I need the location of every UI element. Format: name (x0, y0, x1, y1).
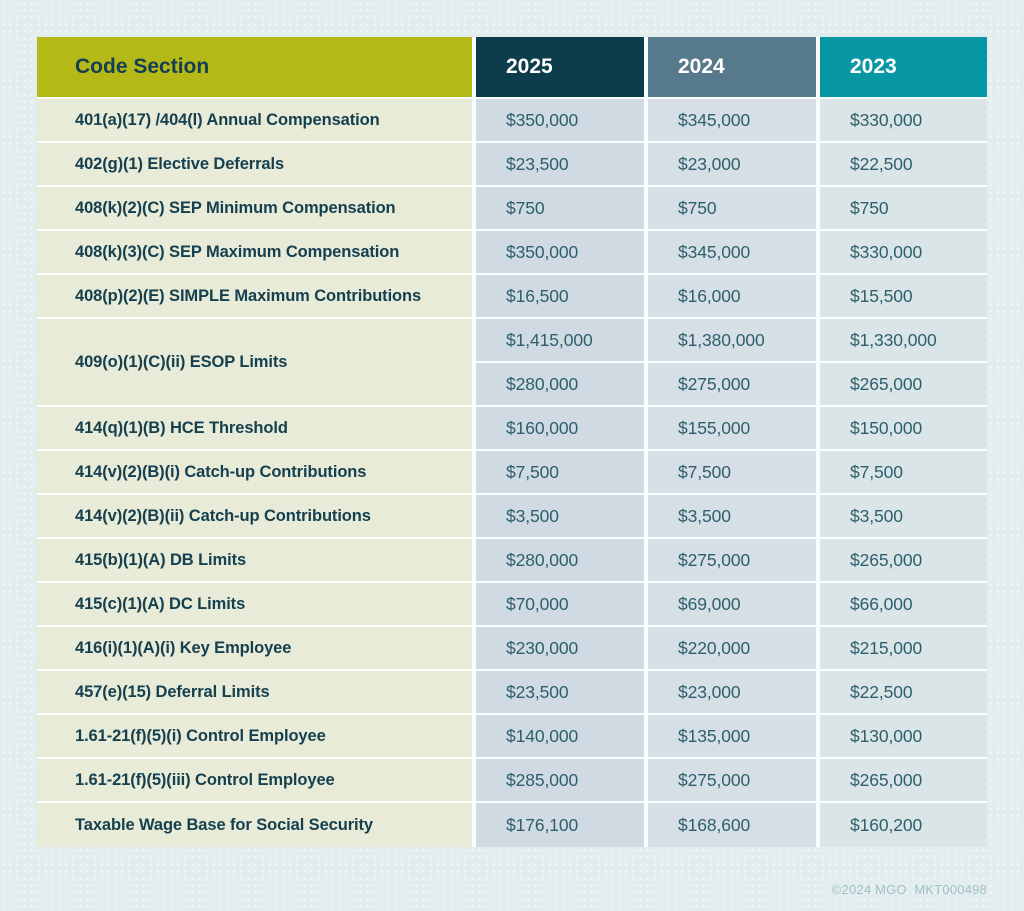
value-cell: $230,000 (476, 627, 648, 671)
row-label-cell: 457(e)(15) Deferral Limits (37, 671, 476, 715)
value-cell: $1,330,000 (820, 319, 987, 363)
row-label-cell: 401(a)(17) /404(l) Annual Compensation (37, 99, 476, 143)
value-cell: $16,000 (648, 275, 820, 319)
value-cell: $140,000 (476, 715, 648, 759)
value-cell: $750 (648, 187, 820, 231)
row-label-cell: 414(q)(1)(B) HCE Threshold (37, 407, 476, 451)
table-row (37, 451, 987, 495)
table-row (37, 495, 987, 539)
table-row (37, 583, 987, 627)
table-row (37, 715, 987, 759)
row-label-cell: 415(b)(1)(A) DB Limits (37, 539, 476, 583)
value-cell: $3,500 (648, 495, 820, 539)
copyright-footnote: ©2024 MGO MKT000498 (831, 882, 987, 897)
value-cell: $280,000 (476, 363, 648, 407)
row-label-cell-esop: 409(o)(1)(C)(ii) ESOP Limits (37, 319, 476, 407)
value-cell: $22,500 (820, 671, 987, 715)
row-label-cell: 414(v)(2)(B)(i) Catch-up Contributions (37, 451, 476, 495)
value-cell: $345,000 (648, 231, 820, 275)
value-cell: $1,380,000 (648, 319, 820, 363)
row-label-cell: 1.61-21(f)(5)(iii) Control Employee (37, 759, 476, 803)
value-cell: $275,000 (648, 539, 820, 583)
table-row-esop-line1 (37, 319, 987, 363)
value-cell: $23,500 (476, 143, 648, 187)
value-cell: $23,500 (476, 671, 648, 715)
table-row (37, 407, 987, 451)
table-row (37, 627, 987, 671)
column-header-2025: 2025 (476, 37, 648, 99)
limits-table (37, 37, 987, 847)
row-label-cell: 416(i)(1)(A)(i) Key Employee (37, 627, 476, 671)
value-cell: $23,000 (648, 143, 820, 187)
row-label-cell: 415(c)(1)(A) DC Limits (37, 583, 476, 627)
value-cell: $350,000 (476, 99, 648, 143)
value-cell: $280,000 (476, 539, 648, 583)
table-row (37, 539, 987, 583)
value-cell: $750 (476, 187, 648, 231)
value-cell: $16,500 (476, 275, 648, 319)
value-cell: $220,000 (648, 627, 820, 671)
value-cell: $160,200 (820, 803, 987, 847)
value-cell: $66,000 (820, 583, 987, 627)
row-label-cell: 414(v)(2)(B)(ii) Catch-up Contributions (37, 495, 476, 539)
value-cell: $1,415,000 (476, 319, 648, 363)
column-header-code-section: Code Section (37, 37, 476, 99)
value-cell: $130,000 (820, 715, 987, 759)
table-row (37, 671, 987, 715)
value-cell: $285,000 (476, 759, 648, 803)
value-cell: $176,100 (476, 803, 648, 847)
table-row (37, 99, 987, 143)
value-cell: $330,000 (820, 99, 987, 143)
value-cell: $7,500 (648, 451, 820, 495)
value-cell: $330,000 (820, 231, 987, 275)
table-row (37, 759, 987, 803)
value-cell: $275,000 (648, 759, 820, 803)
value-cell: $7,500 (820, 451, 987, 495)
table-row (37, 143, 987, 187)
value-cell: $275,000 (648, 363, 820, 407)
row-label-cell: 408(k)(3)(C) SEP Maximum Compensation (37, 231, 476, 275)
value-cell: $750 (820, 187, 987, 231)
value-cell: $215,000 (820, 627, 987, 671)
value-cell: $265,000 (820, 759, 987, 803)
column-header-2023: 2023 (820, 37, 987, 99)
row-label-cell: 408(k)(2)(C) SEP Minimum Compensation (37, 187, 476, 231)
value-cell: $69,000 (648, 583, 820, 627)
table-row (37, 231, 987, 275)
row-label-cell: Taxable Wage Base for Social Security (37, 803, 476, 847)
value-cell: $15,500 (820, 275, 987, 319)
value-cell: $350,000 (476, 231, 648, 275)
value-cell: $265,000 (820, 539, 987, 583)
row-label-cell: 408(p)(2)(E) SIMPLE Maximum Contributions (37, 275, 476, 319)
value-cell: $155,000 (648, 407, 820, 451)
value-cell: $23,000 (648, 671, 820, 715)
value-cell: $22,500 (820, 143, 987, 187)
table-row (37, 187, 987, 231)
row-label-cell: 402(g)(1) Elective Deferrals (37, 143, 476, 187)
value-cell: $150,000 (820, 407, 987, 451)
table-row (37, 803, 987, 847)
value-cell: $3,500 (820, 495, 987, 539)
value-cell: $345,000 (648, 99, 820, 143)
table-header-row (37, 37, 987, 99)
value-cell: $70,000 (476, 583, 648, 627)
column-header-2024: 2024 (648, 37, 820, 99)
value-cell: $7,500 (476, 451, 648, 495)
table-row (37, 275, 987, 319)
value-cell: $168,600 (648, 803, 820, 847)
value-cell: $265,000 (820, 363, 987, 407)
value-cell: $3,500 (476, 495, 648, 539)
value-cell: $135,000 (648, 715, 820, 759)
value-cell: $160,000 (476, 407, 648, 451)
row-label-cell: 1.61-21(f)(5)(i) Control Employee (37, 715, 476, 759)
